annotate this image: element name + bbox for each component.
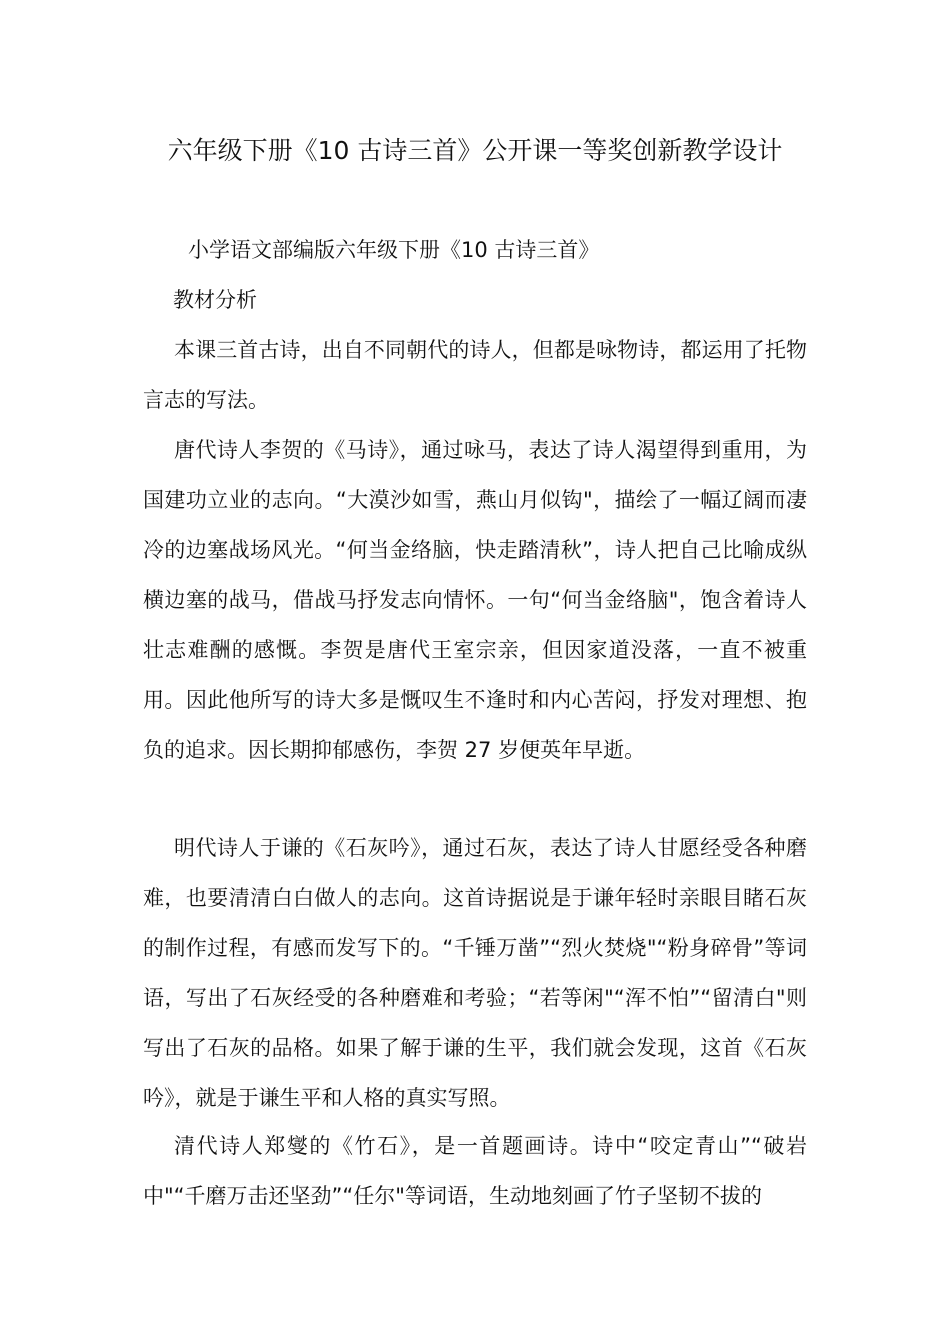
paragraph-ma-shi: 唐代诗人李贺的《马诗》，通过咏马，表达了诗人渴望得到重用，为国建功立业的志向。“大漠沙如雪，燕山月似钩"，描绘了一幅辽阔而凄冷的边塞战场风光。“何当金络脑，快走踏清秋”，诗人把自己比喻成纵横边塞的战马，借战马抒发志向情怀。一句“何当金络脑"，饱含着诗人壮志难酬的感慨。李贺是唐代王室宗亲，但因家道没落，一直不被重用。因此他所写的诗大多是慨叹生不逢时和内心苦闷，抒发对理想、抱负的追求。因长期抑郁感伤，李贺 27 岁便英年早逝。 — [143, 438, 807, 762]
paragraph-shi-hui-yin: 明代诗人于谦的《石灰吟》，通过石灰，表达了诗人甘愿经受各种磨难，也要清清白白做人的志向。这首诗据说是于谦年轻时亲眼目睹石灰的制作过程，有感而发写下的。“千锤万凿”“烈火焚烧"“粉身碎骨”等词语，写出了石灰经受的各种磨难和考验；“若等闲"“浑不怕”“留清白"则写出了石灰的品格。如果了解于谦的生平，我们就会发现，这首《石灰吟》，就是于谦生平和人格的真实写照。 — [143, 836, 807, 1110]
paragraph-zhu-shi: 清代诗人郑燮的《竹石》，是一首题画诗。诗中“咬定青山”“破岩中"“千磨万击还坚劲”“任尔"等词语，生动地刻画了竹子坚韧不拔的 — [143, 1134, 807, 1208]
document-subtitle: 小学语文部编版六年级下册《10 古诗三首》 — [188, 238, 600, 262]
document-title: 六年级下册《10 古诗三首》公开课一等奖创新教学设计 — [167, 136, 783, 165]
paragraph-intro: 本课三首古诗，出自不同朝代的诗人，但都是咏物诗，都运用了托物言志的写法。 — [143, 338, 807, 412]
section-heading: 教材分析 — [173, 288, 257, 312]
